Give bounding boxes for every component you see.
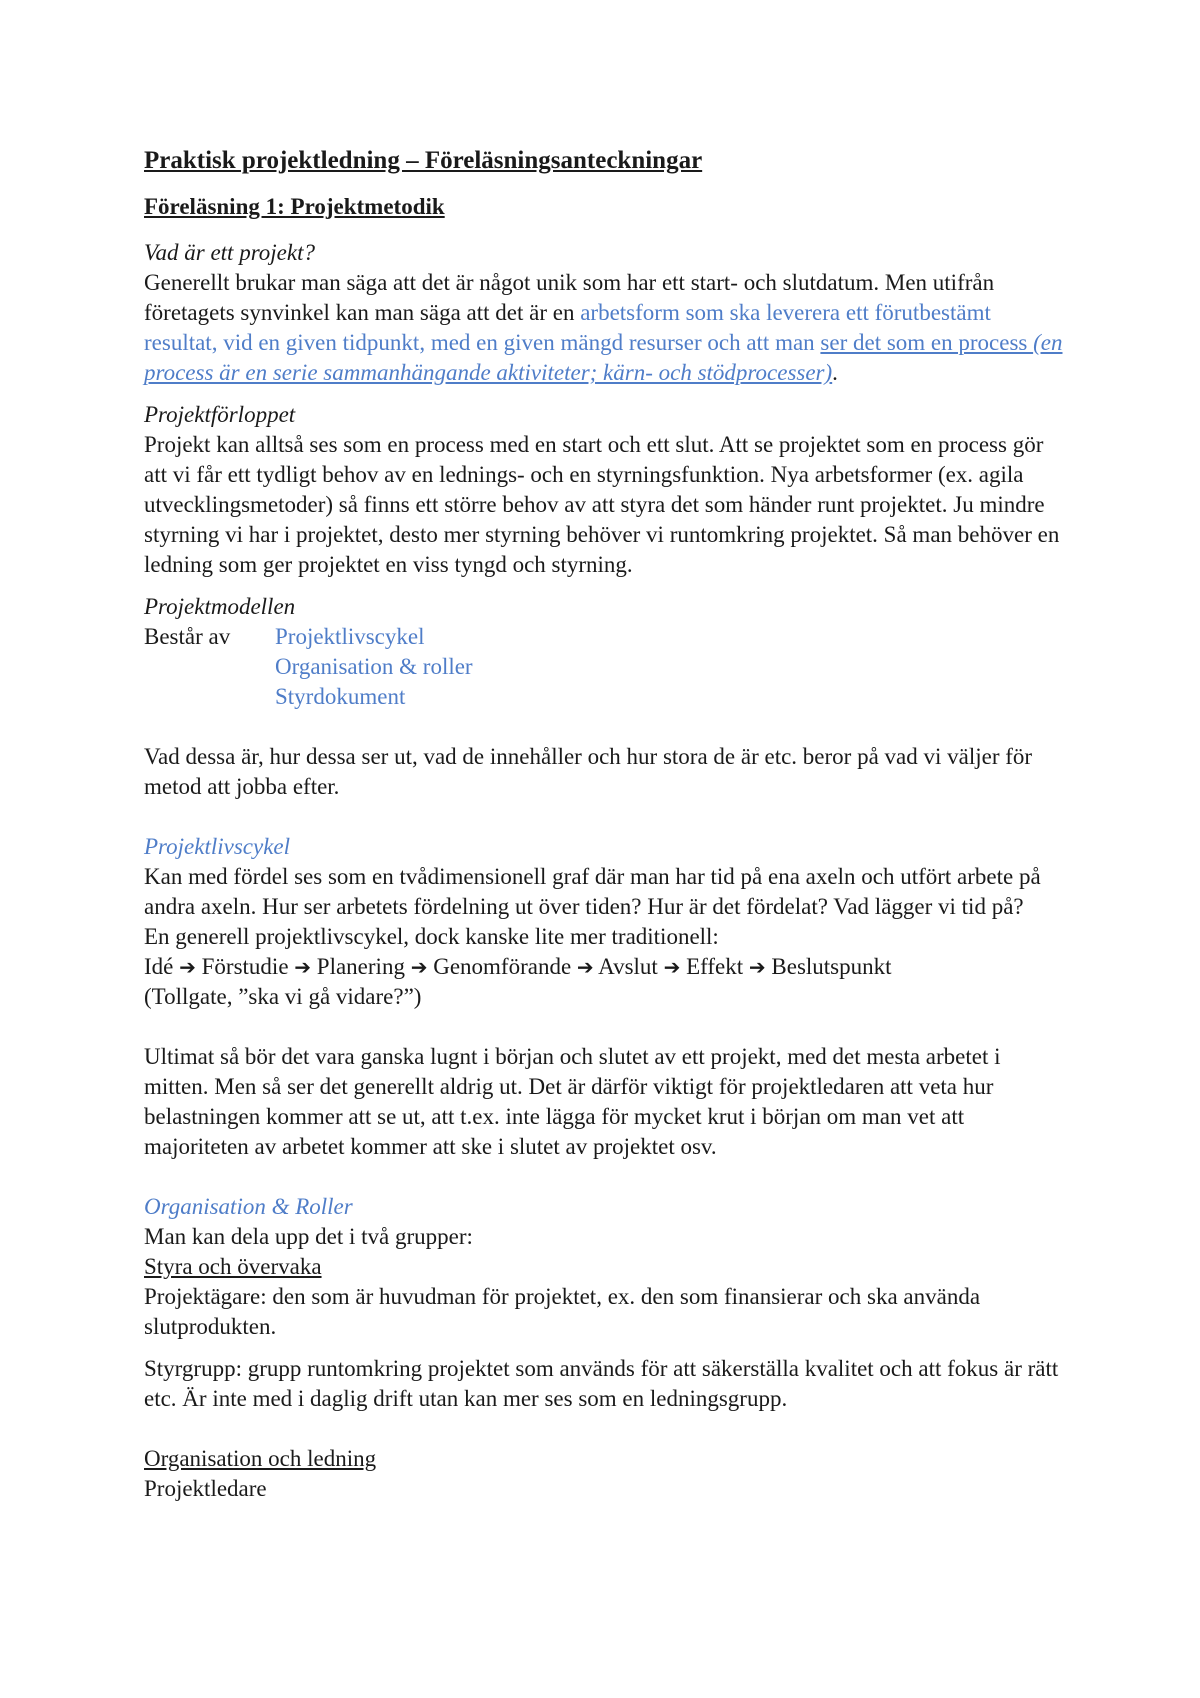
document-title: Praktisk projektledning – Föreläsningsanteckningar xyxy=(144,147,703,174)
paragraph-project-progress: Projekt kan alltså ses som en process med en start och ett slut. Att se projektet som en process gör att vi får ett tydligt behov av en lednings- och en styrningsfunktion. Nya arbetsformer (ex. agila utvecklingsmetoder) så finns ett större behov av att styra det som händer runt projektet. Ju mindre styrning vi har i projektet, desto mer styrning behöver vi runtomkring projektet. Så man behöver en ledning som ger projektet en viss tyngd och styrning. xyxy=(144,432,1060,577)
lifecycle-step: Genomförande xyxy=(433,954,572,979)
arrow-right-icon: ➔ xyxy=(410,955,428,979)
section-heading-project-model: Projektmodellen xyxy=(144,594,296,619)
paragraph-workload: Ultimat så bör det vara ganska lugnt i början och slutet av ett projekt, med det mesta arbetet i mitten. Men så ser det generellt aldrig ut. Det är därför viktigt för projektledaren att veta hur belastningen kommer att se ut, att t.ex. inte lägga för mycket krut i början om man vet att majoriteten av arbetet kommer att ske i slutet av projektet osv. xyxy=(144,1044,1001,1159)
text-plain: Generellt brukar man säga att det är något unik som har ett start- och slutdatum. Men utifrån företagets synvinkel kan man säga att det är en xyxy=(144,270,995,325)
arrow-right-icon: ➔ xyxy=(576,955,594,979)
text-period: . xyxy=(832,360,838,385)
text-highlight-underlined-italic: (en process är en serie sammanhängande aktiviteter; kärn- och stödprocesser) xyxy=(144,330,1063,385)
paragraph-lifecycle: Kan med fördel ses som en tvådimensionell graf där man har tid på ena axeln och utfört arbete på andra axeln. Hur ser arbetets fördelning ut över tiden? Hur är det fördelat? Vad lägger vi tid på? xyxy=(144,864,1041,919)
arrow-right-icon: ➔ xyxy=(663,955,681,979)
paragraph-model-method: Vad dessa är, hur dessa ser ut, vad de innehåller och hur stora de är etc. beror på vad vi väljer för metod att jobba efter. xyxy=(144,744,1033,799)
lifecycle-step: Effekt xyxy=(686,954,744,979)
model-component-item: Styrdokument xyxy=(275,684,406,709)
section-heading-project-progress: Projektförloppet xyxy=(144,402,296,427)
arrow-right-icon: ➔ xyxy=(179,955,196,979)
section-heading-organisation-roles: Organisation & Roller xyxy=(144,1194,353,1219)
lifecycle-step: Avslut xyxy=(598,954,658,979)
section-heading-lifecycle: Projektlivscykel xyxy=(144,834,291,859)
lifecycle-chain xyxy=(144,952,1064,982)
lifecycle-step: Planering xyxy=(316,954,405,979)
lifecycle-step: Beslutspunkt xyxy=(771,954,892,979)
lifecycle-step: Idé xyxy=(144,954,174,979)
arrow-right-icon: ➔ xyxy=(748,955,766,979)
paragraph-steering-group: Styrgrupp: grupp runtomkring projektet som används för att säkerställa kvalitet och att fokus är rätt etc. Är inte med i daglig drift utan kan mer ses som en ledningsgrupp. xyxy=(144,1356,1059,1411)
text-highlight-underlined: ser det som en process xyxy=(820,330,1034,355)
paragraph-what-is-project xyxy=(144,268,1064,388)
lifecycle-intro-line: En generell projektlivscykel, dock kanske lite mer traditionell: xyxy=(144,924,719,949)
document-body xyxy=(144,144,1064,1504)
subheading-organisation-management: Organisation och ledning xyxy=(144,1446,377,1471)
organisation-intro-line: Man kan dela upp det i två grupper: xyxy=(144,1224,473,1249)
tollgate-note: (Tollgate, ”ska vi gå vidare?”) xyxy=(144,984,422,1009)
paragraph-project-owner: Projektägare: den som är huvudman för projektet, ex. den som finansierar och ska använda slutprodukten. xyxy=(144,1284,981,1339)
model-components-row xyxy=(144,622,1064,652)
subheading-steer-monitor: Styra och övervaka xyxy=(144,1254,322,1279)
model-component-item: Organisation & roller xyxy=(275,654,473,679)
text-highlight: arbetsform som ska leverera ett förutbestämt resultat, vid en given tidpunkt, med en given mängd resurser och att man xyxy=(144,300,991,355)
lifecycle-step: Förstudie xyxy=(201,954,289,979)
model-component-item: Projektlivscykel xyxy=(275,624,425,649)
model-components-label: Består av xyxy=(144,624,231,649)
section-heading-what-is-project: Vad är ett projekt? xyxy=(144,240,315,265)
project-manager-line: Projektledare xyxy=(144,1476,267,1501)
lecture-heading: Föreläsning 1: Projektmetodik xyxy=(144,194,445,219)
arrow-right-icon: ➔ xyxy=(294,955,312,979)
